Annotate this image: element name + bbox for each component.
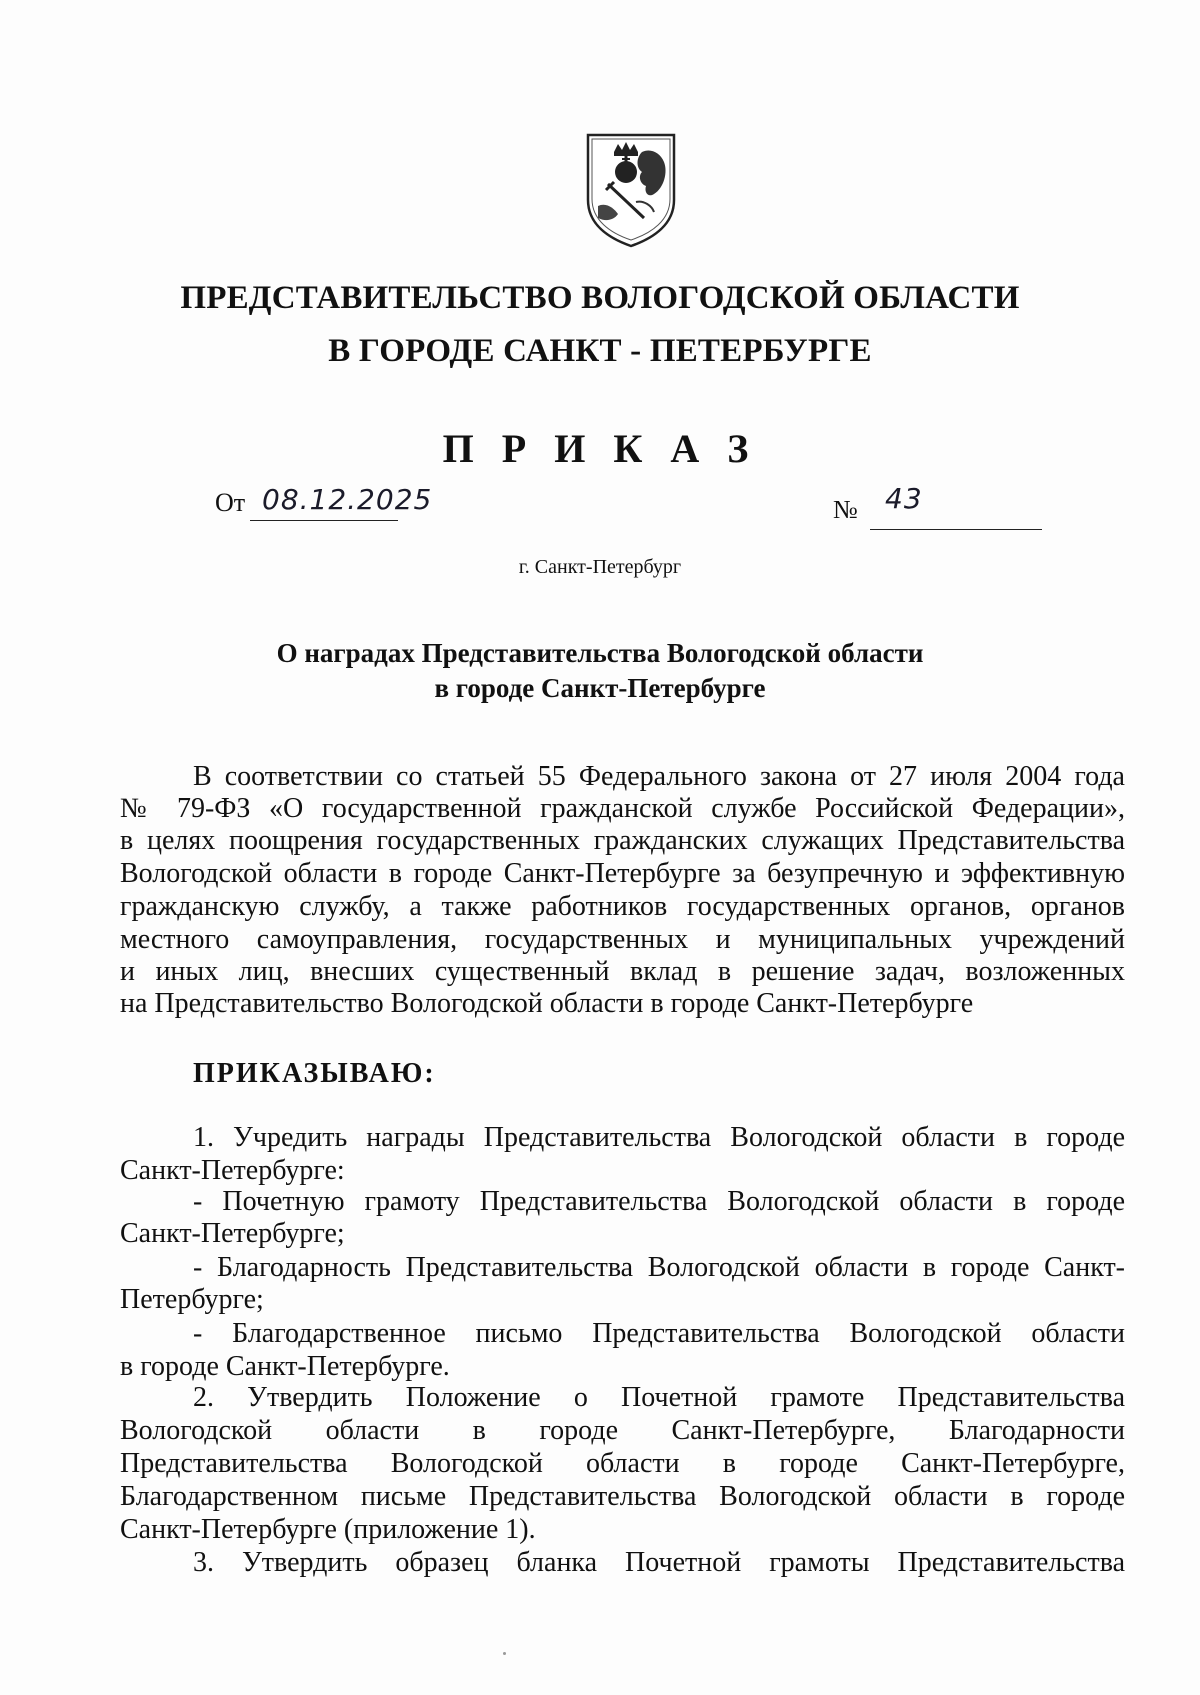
number-underline <box>870 529 1042 530</box>
item-line: в городе Санкт-Петербурге. <box>120 1351 450 1382</box>
date-label: От <box>215 488 246 517</box>
preamble-line: на Представительство Вологодской области в городе Санкт-Петербурге <box>120 988 974 1019</box>
item-line: 3. Утвердить образец бланка Почетной грамоты Представительства <box>193 1547 1125 1578</box>
preamble-line: Вологодской области в городе Санкт-Петербурге за безупречную и эффективную <box>120 858 1125 889</box>
item-line: Санкт-Петербурге (приложение 1). <box>120 1514 536 1545</box>
item-line: 2. Утвердить Положение о Почетной грамоте Представительства <box>193 1382 1125 1413</box>
item-line: - Почетную грамоту Представительства Вологодской области в городе <box>193 1186 1125 1217</box>
item-line: Представительства Вологодской области в городе Санкт-Петербурге, <box>120 1448 1125 1479</box>
preamble-line: и иных лиц, внесших существенный вклад в решение задач, возложенных <box>120 956 1125 987</box>
org-name-line1: ПРЕДСТАВИТЕЛЬСТВО ВОЛОГОДСКОЙ ОБЛАСТИ <box>180 280 1020 316</box>
item-line: 1. Учредить награды Представительства Вологодской области в городе <box>193 1122 1125 1153</box>
scan-speck <box>503 1652 506 1655</box>
preamble-line: В соответствии со статьей 55 Федерального закона от 27 июля 2004 года <box>193 761 1125 792</box>
item-line: Санкт-Петербурге; <box>120 1218 345 1249</box>
preamble-line: № 79-ФЗ «О государственной гражданской службе Российской Федерации», <box>120 793 1125 824</box>
document-type-title: П Р И К А З <box>442 426 758 471</box>
preamble-line: местного самоуправления, государственных и муниципальных учреждений <box>120 924 1125 955</box>
item-line: Петербурге; <box>120 1284 264 1315</box>
orders-heading: ПРИКАЗЫВАЮ: <box>193 1058 436 1089</box>
item-line: Вологодской области в городе Санкт-Петербурге, Благодарности <box>120 1415 1125 1446</box>
item-line: Благодарственном письме Представительства Вологодской области в городе <box>120 1481 1125 1512</box>
preamble-line: гражданскую службу, а также работников государственных органов, органов <box>120 891 1125 922</box>
item-line: - Благодарственное письмо Представительства Вологодской области <box>193 1318 1125 1349</box>
coat-of-arms-emblem <box>584 132 678 250</box>
subject-line2: в городе Санкт-Петербурге <box>434 673 766 703</box>
date-value: 08.12.2025 <box>262 483 433 516</box>
number-label: № <box>833 495 858 524</box>
preamble-line: в целях поощрения государственных гражданских служащих Представительства <box>120 825 1125 856</box>
item-line: Санкт-Петербурге: <box>120 1155 345 1186</box>
item-line: - Благодарность Представительства Вологодской области в городе Санкт- <box>193 1252 1125 1283</box>
subject-line1: О наградах Представительства Вологодской области <box>276 638 924 668</box>
date-underline <box>250 520 398 521</box>
number-value: 43 <box>885 482 923 515</box>
org-name-line2: В ГОРОДЕ САНКТ - ПЕТЕРБУРГЕ <box>328 333 872 369</box>
city-label: г. Санкт-Петербург <box>518 556 682 578</box>
